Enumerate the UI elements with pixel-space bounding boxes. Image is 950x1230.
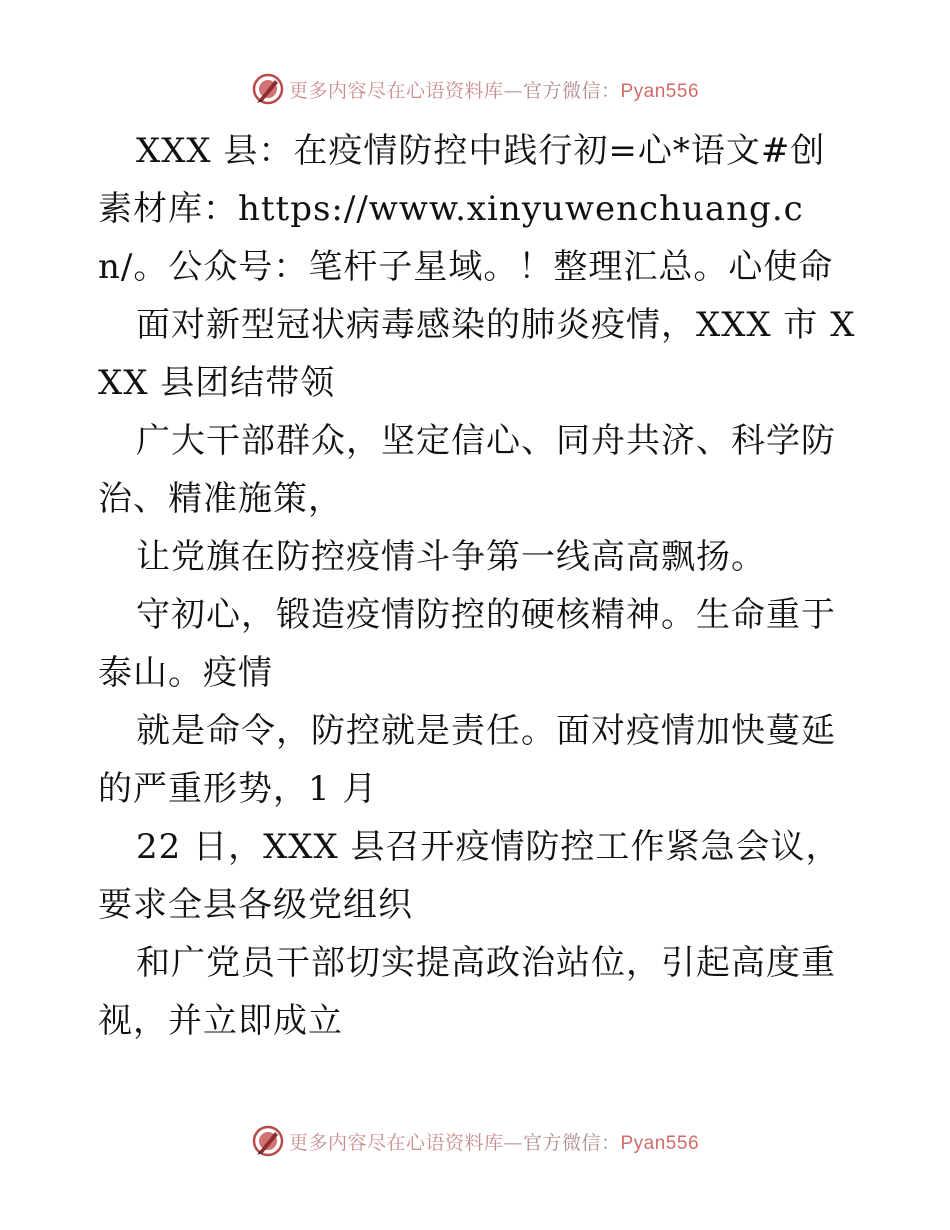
paragraph-1: XXX 县：在疫情防控中践行初=心*语文#创素材库：https://www.xinyuwenchuang.cn/。公众号：笔杆子星域。！整理汇总。心使命: [98, 131, 834, 287]
paragraph-6: 就是命令，防控就是责任。面对疫情加快蔓延的严重形势，1 月: [98, 711, 836, 809]
paragraph-8: 和广党员干部切实提高政治站位，引起高度重视，并立即成立: [98, 943, 836, 1041]
paragraph-7: 22 日，XXX 县召开疫情防控工作紧急会议，要求全县各级党组织: [98, 827, 841, 925]
document-body: [98, 122, 858, 1050]
watermark-wechat-label: 官方微信：: [522, 79, 621, 102]
watermark-separator: —: [503, 1131, 523, 1154]
paragraph-2: 面对新型冠状病毒感染的肺炎疫情，XXX 市 XXX 县团结带领: [98, 305, 856, 403]
watermark-wechat-label: 官方微信：: [522, 1131, 621, 1154]
paragraph-4: 让党旗在防控疫情斗争第一线高高飘扬。: [136, 537, 766, 577]
watermark-text: [289, 1128, 699, 1155]
watermark-site: 更多内容尽在心语资料库: [288, 79, 504, 102]
header-watermark: [0, 72, 950, 106]
footer-watermark: [0, 1124, 950, 1158]
watermark-text: [289, 76, 699, 103]
red-seal-pen-icon: [251, 1124, 285, 1158]
red-seal-pen-icon: [251, 72, 285, 106]
paragraph-3: 广大干部群众，坚定信心、同舟共济、科学防治、精准施策，: [98, 421, 836, 519]
watermark-wechat-id: Pyan556: [620, 1132, 700, 1154]
watermark-site: 更多内容尽在心语资料库: [288, 1131, 504, 1154]
watermark-separator: —: [503, 79, 523, 102]
watermark-wechat-id: Pyan556: [620, 80, 700, 102]
paragraph-5: 守初心，锻造疫情防控的硬核精神。生命重于泰山。疫情: [98, 595, 836, 693]
